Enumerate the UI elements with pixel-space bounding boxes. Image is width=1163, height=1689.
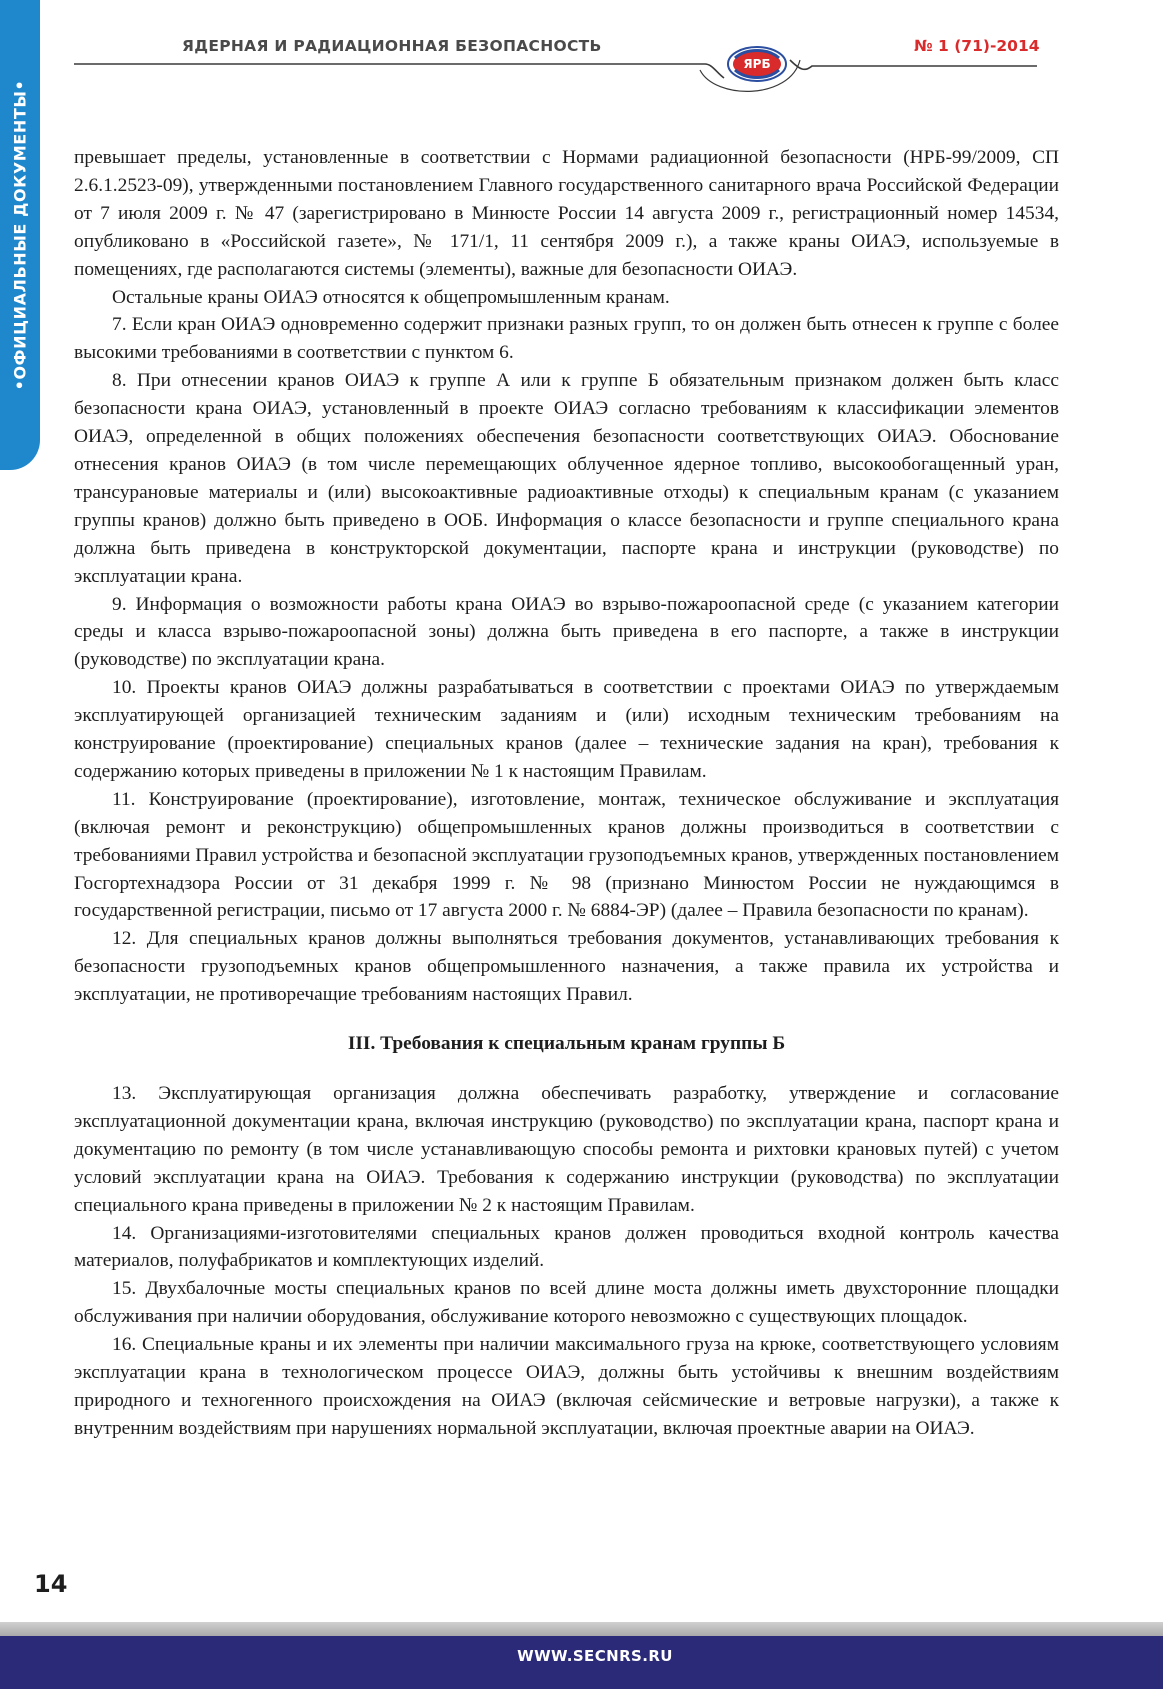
footer-gradient-band <box>0 1622 1163 1636</box>
paragraph-item-9: 9. Информация о возможности работы крана ОИАЭ во взрыво-пожароопасной среде (с указанием категории среды и класса взрыво-пожароопасной зоны) должна быть приведена в его паспорте, а также в инструкции (руководстве) по эксплуатации крана. <box>74 593 1059 671</box>
paragraph-item-8: 8. При отнесении кранов ОИАЭ к группе А или к группе Б обязательным признаком должен быть класс безопасности крана ОИАЭ, установленный в проекте ОИАЭ согласно требованиям к классификации элементов ОИАЭ, определенной в общих положениях обеспечения безопасности соответствующих ОИАЭ. Обоснование отнесения кранов ОИАЭ (в том числе перемещающих облученное ядерное топливо, высокообогащенный уран, трансурановые материалы и (или) высокоактивные радиоактивные отходы) к специальным кранам (с указанием группы кранов) должно быть приведено в ООБ. Информация о классе безопасности и группе специального крана должна быть приведена в конструкторской документации, паспорте крана и инструкции (руководстве) по эксплуатации крана. <box>74 370 1059 587</box>
footer-website-link[interactable]: WWW.SECNRS.RU <box>517 1647 673 1665</box>
page-number: 14 <box>34 1570 68 1598</box>
section-side-tab-label: •ОФИЦИАЛЬНЫЕ ДОКУМЕНТЫ• <box>10 79 30 391</box>
journal-title: ЯДЕРНАЯ И РАДИАЦИОННАЯ БЕЗОПАСНОСТЬ <box>182 37 602 55</box>
paragraph-item-10: 10. Проекты кранов ОИАЭ должны разрабатываться в соответствии с проектами ОИАЭ по утверждаемым эксплуатирующей организацией техническим заданиям и (или) исходным техническим требованиям на конструирование (проектирование) специальных кранов (далее – технические задания на кран), требования к содержанию которых приведены в приложении № 1 к настоящим Правилам. <box>74 677 1059 782</box>
paragraph-item-12: 12. Для специальных кранов должны выполняться требования документов, устанавливающих требования к безопасности грузоподъемных кранов общепромышленного назначения, а также правила их устройства и эксплуатации, не противоречащие требованиям настоящих Правил. <box>74 928 1059 1006</box>
article-body <box>74 144 1059 1443</box>
paragraph-item-7: 7. Если кран ОИАЭ одновременно содержит признаки разных групп, то он должен быть отнесен к группе с более высокими требованиями в соответствии с пунктом 6. <box>74 314 1059 364</box>
section-heading: III. Требования к специальным кранам группы Б <box>347 1033 786 1055</box>
paragraph-continuation: превышает пределы, установленные в соответствии с Нормами радиационной безопасности (НРБ-99/2009, СП 2.6.1.2523-09), утвержденными постановлением Главного государственного санитарного врача Российской Федерации от 7 июля 2009 г. № 47 (зарегистрировано в Минюсте России 14 августа 2009 г., регистрационный номер 14534, опубликовано в «Российской газете», № 171/1, 11 сентября 2009 г.), а также краны ОИАЭ, используемые в помещениях, где располагаются системы (элементы), важные для безопасности ОИАЭ. <box>74 147 1059 280</box>
paragraph-item-14: 14. Организациями-изготовителями специальных кранов должен проводиться входной контроль качества материалов, полуфабрикатов и комплектующих изделий. <box>74 1222 1059 1272</box>
header-rule <box>0 0 1163 120</box>
logo-lettering: ЯРБ <box>743 57 771 71</box>
issue-number: № 1 (71)-2014 <box>914 37 1040 55</box>
paragraph-item-16: 16. Специальные краны и их элементы при наличии максимального груза на крюке, соответствующего условиям эксплуатации крана в технологическом процессе ОИАЭ, должны быть устойчивы к внешним воздействиям природного и техногенного происхождения на ОИАЭ (включая сейсмические и ветровые нагрузки), а также к внутренним воздействиям при нарушениях нормальной эксплуатации, включая проектные аварии на ОИАЭ. <box>74 1334 1059 1439</box>
paragraph: Остальные краны ОИАЭ относятся к общепромышленным кранам. <box>112 286 670 308</box>
paragraph-item-13: 13. Эксплуатирующая организация должна обеспечивать разработку, утверждение и согласование эксплуатационной документации крана, включая инструкцию (руководство) по эксплуатации крана, паспорт крана и документацию по ремонту (в том числе устанавливающую способы ремонта и рихтовки крановых путей) с учетом условий эксплуатации крана на ОИАЭ. Требования к содержанию инструкции (руководства) по эксплуатации специального крана приведены в приложении № 2 к настоящим Правилам. <box>74 1083 1059 1216</box>
paragraph-item-11: 11. Конструирование (проектирование), изготовление, монтаж, техническое обслуживание и эксплуатация (включая ремонт и реконструкцию) общепромышленных кранов должны производиться в соответствии с требованиями Правил устройства и безопасной эксплуатации грузоподъемных кранов, утвержденных постановлением Госгортехнадзора России от 31 декабря 1999 г. № 98 (признано Минюстом России не нуждающимся в государственной регистрации, письмо от 17 августа 2000 г. № 6884-ЭР) (далее – Правила безопасности по кранам). <box>74 788 1059 922</box>
paragraph-item-15: 15. Двухбалочные мосты специальных кранов по всей длине моста должны иметь двухсторонние площадки обслуживания при наличии оборудования, обслуживание которого невозможно с существующих площадок. <box>74 1278 1059 1328</box>
journal-logo <box>726 44 788 84</box>
